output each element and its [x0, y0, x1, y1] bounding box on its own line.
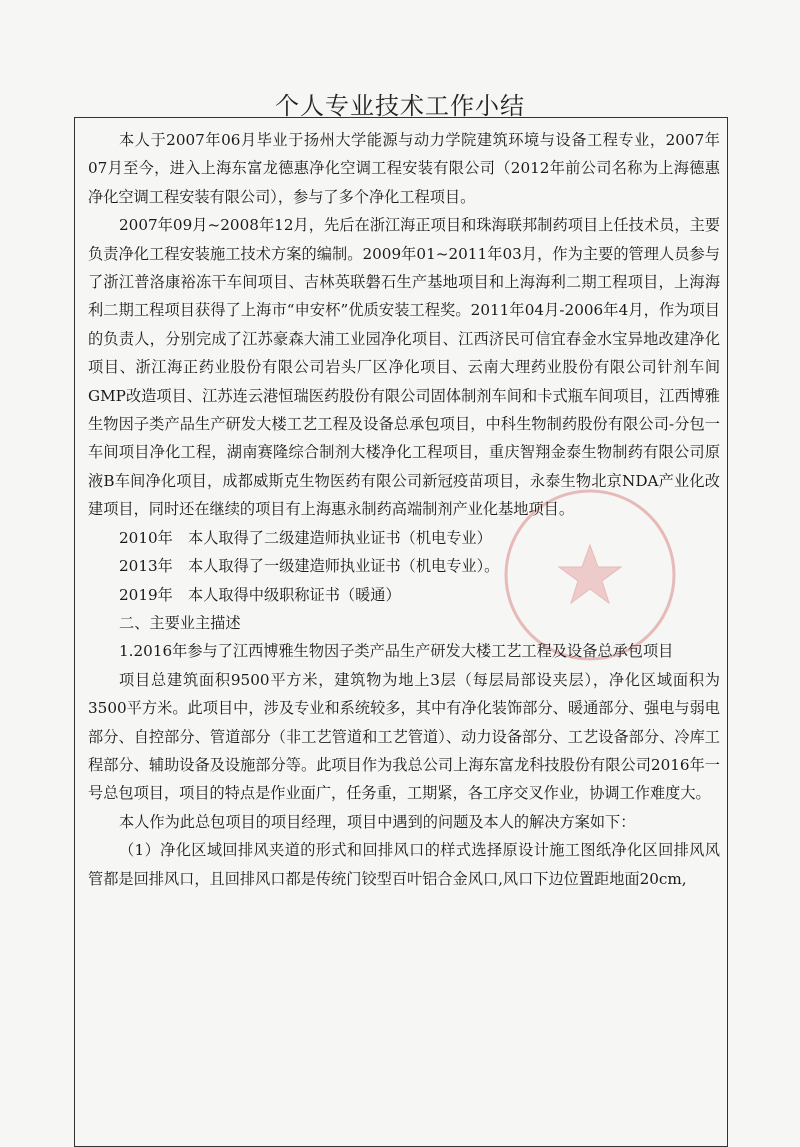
paragraph-project-description: 项目总建筑面积9500平方米，建筑物为地上3层（每层局部设夹层），净化区域面积为3500平方米。此项目中，涉及专业和系统较多，其中有净化装饰部分、暖通部分、强电与弱电部分、自控部分、管道部分（非工艺管道和工艺管道）、动力设备部分、工艺设备部分、冷库工程部分、辅助设备及设施部分等。此项目作为我总公司上海东富龙科技股份有限公司2016年一号总包项目，项目的特点是作业面广，任务重，工期紧，各工序交叉作业，协调工作难度大。: [88, 670, 720, 803]
paragraph-intro: 本人于2007年06月毕业于扬州大学能源与动力学院建筑环境与设备工程专业，2007年07月至今，进入上海东富龙德惠净化空调工程安装有限公司（2012年前公司名称为上海德惠净化空调工程安装有限公司），参与了多个净化工程项目。: [88, 131, 720, 206]
paragraph-cert-2019: 2019年 本人取得中级职称证书（暖通）: [119, 585, 401, 604]
paragraph-role: 本人作为此总包项目的项目经理，项目中遇到的问题及本人的解决方案如下：: [119, 812, 636, 831]
project-heading: 1.2016年参与了江西博雅生物因子类产品生产研发大楼工艺工程及设备总承包项目: [119, 642, 674, 661]
paragraph-problem-1: （1）净化区域回排风夹道的形式和回排风口的样式选择原设计施工图纸净化区回排风风管都是回排风口，且回排风口都是传统门铰型百叶铝合金风口,风口下边位置距地面20cm,: [88, 841, 720, 888]
paragraph-experience: 2007年09月~2008年12月，先后在浙江海正项目和珠海联邦制药项目上任技术员，主要负责净化工程安装施工技术方案的编制。2009年01~2011年03月，作为主要的管理人员参与了浙江普洛康裕冻干车间项目、吉林英联磐石生产基地项目和上海海利二期工程项目，上海海利二期工程项目获得了上海市“申安杯”优质安装工程奖。2011年04月-2006年4月，作为项目的负责人，分别完成了江苏豪森大浦工业园净化项目、江西济民可信宜春金水宝异地改建净化项目、浙江海正药业股份有限公司岩头厂区净化项目、云南大理药业股份有限公司针剂车间GMP改造项目、江苏连云港恒瑞医药股份有限公司固体制剂车间和卡式瓶车间项目，江西博雅生物因子类产品生产研发大楼工艺工程及设备总承包项目，中科生物制药股份有限公司-分包一车间项目净化工程，湖南赛隆综合制剂大楼净化工程项目，重庆智翔金泰生物制药有限公司原液B车间净化项目，成都威斯克生物医药有限公司新冠疫苗项目，永泰生物北京NDA产业化改建项目，同时还在继续的项目有上海惠永制药高端制剂产业化基地项目。: [88, 216, 720, 519]
paragraph-cert-2013: 2013年 本人取得了一级建造师执业证书（机电专业）。: [119, 557, 500, 576]
document-title: 个人专业技术工作小结: [275, 92, 525, 120]
document-body: [88, 126, 720, 893]
section-heading: 二、主要业主描述: [119, 613, 241, 632]
paragraph-cert-2010: 2010年 本人取得了二级建造师执业证书（机电专业）: [119, 528, 492, 547]
